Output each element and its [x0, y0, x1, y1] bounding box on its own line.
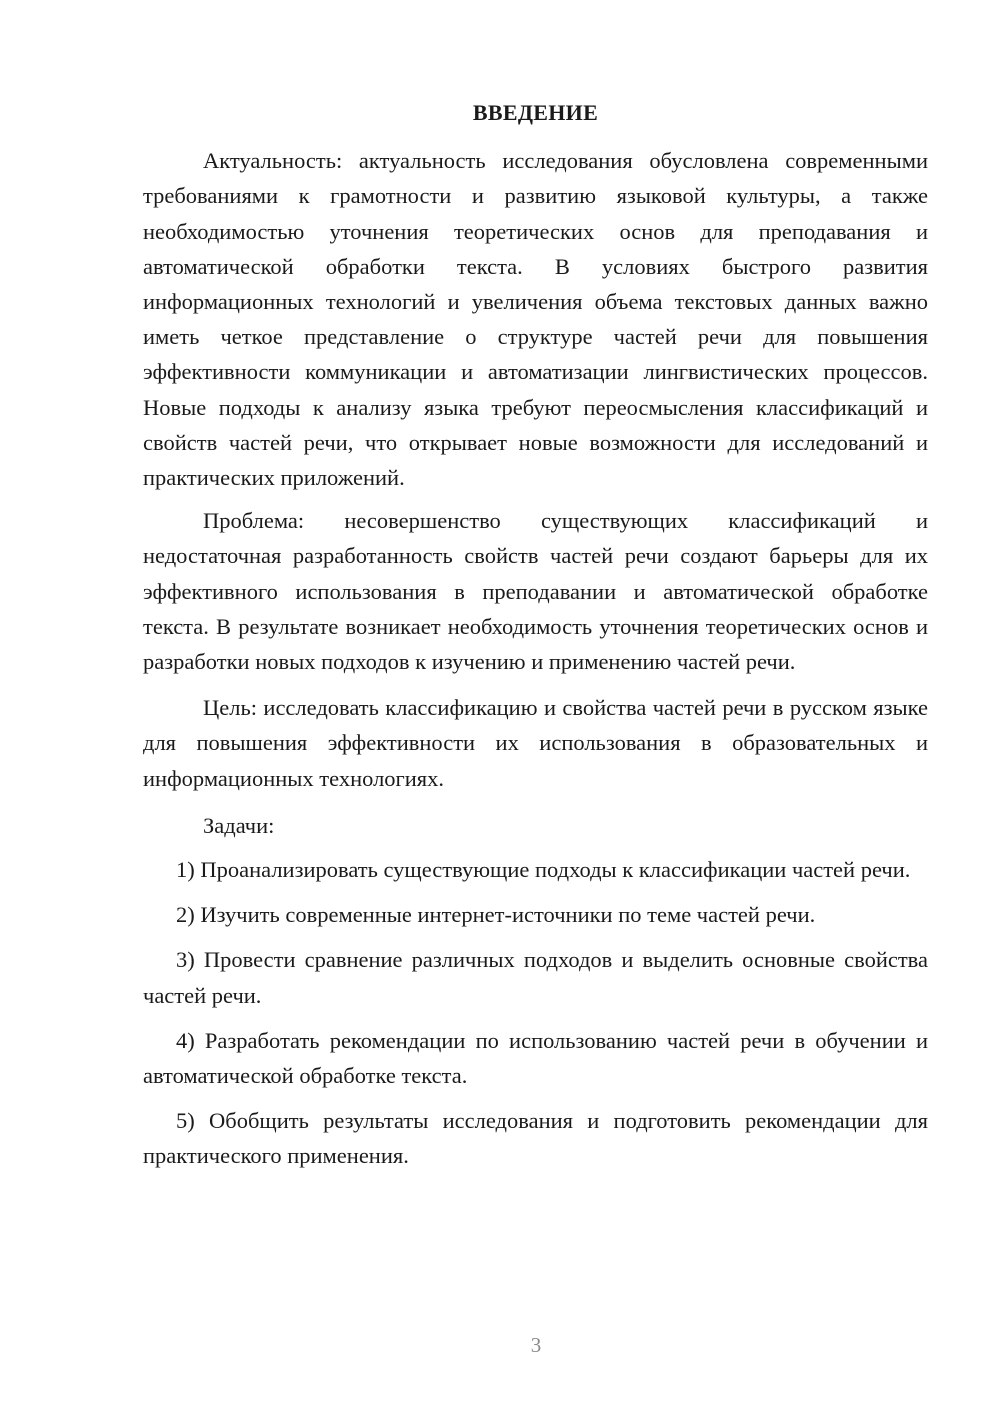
goal-paragraph: Цель: исследовать классификацию и свойства частей речи в русском языке для повышения эффективности их использования в образовательных и информационных технологиях. — [143, 695, 928, 791]
page-content — [143, 95, 928, 1184]
task-item-2: 2) Изучить современные интернет-источники по теме частей речи. — [176, 902, 816, 928]
problem-paragraph: Проблема: несовершенство существующих классификаций и недостаточная разработанность свойств частей речи создают барьеры для их эффективного использования в преподавании и автоматической обработке текста. В результате возникает необходимость уточнения теоретических основ и разработки новых подходов к изучению и применению частей речи. — [143, 508, 928, 675]
relevance-paragraph: Актуальность: актуальность исследования обусловлена современными требованиями к грамотности и развитию языковой культуры, а также необходимостью уточнения теоретических основ для преподавания и автоматической обработки текста. В условиях быстрого развития информационных технологий и увеличения объема текстовых данных важно иметь четкое представление о структуре частей речи для повышения эффективности коммуникации и автоматизации лингвистических процессов. Новые подходы к анализу языка требуют переосмысления классификаций и свойств частей речи, что открывает новые возможности для исследований и практических приложений. — [143, 148, 928, 491]
page-number: 3 — [530, 1333, 542, 1357]
tasks-heading: Задачи: — [203, 812, 275, 838]
task-item-1: 1) Проанализировать существующие подходы к классификации частей речи. — [176, 857, 911, 883]
section-title: ВВЕДЕНИЕ — [472, 100, 599, 125]
task-item-5: 5) Обобщить результаты исследования и подготовить рекомендации для практического применения. — [143, 1108, 928, 1169]
task-item-3: 3) Провести сравнение различных подходов и выделить основные свойства частей речи. — [143, 947, 928, 1008]
task-item-4: 4) Разработать рекомендации по использованию частей речи в обучении и автоматической обработке текста. — [143, 1027, 928, 1089]
